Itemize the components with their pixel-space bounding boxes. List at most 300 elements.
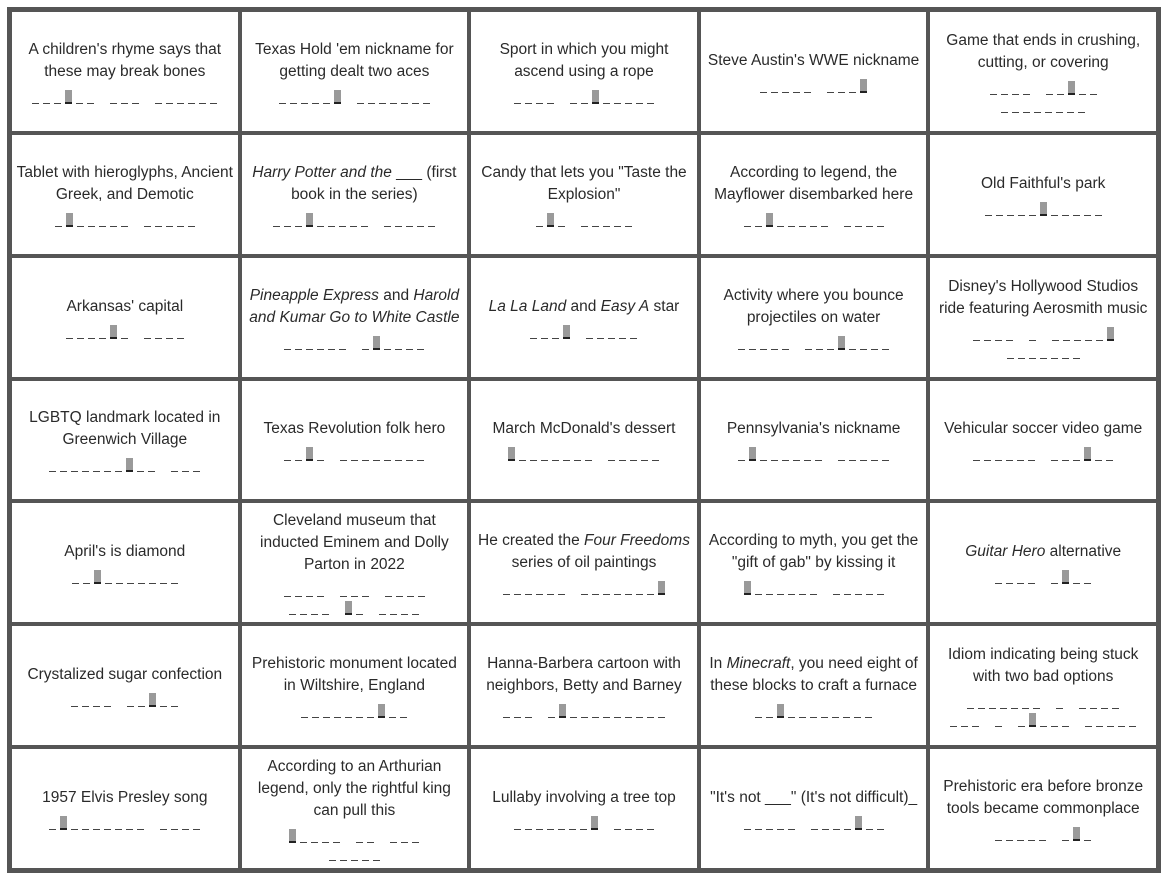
letter-slot[interactable] (155, 325, 162, 339)
letter-slot[interactable] (636, 581, 643, 595)
letter-slot[interactable] (88, 325, 95, 339)
letter-slot[interactable] (199, 90, 206, 104)
letter-slot[interactable] (401, 601, 408, 615)
letter-slot[interactable] (866, 816, 873, 830)
letter-slot[interactable] (328, 336, 335, 350)
letter-slot[interactable] (860, 447, 867, 461)
letter-slot[interactable] (782, 79, 789, 93)
answer-blanks[interactable] (987, 566, 1099, 584)
letter-slot[interactable] (630, 325, 637, 339)
highlighted-letter-slot[interactable] (777, 704, 784, 718)
clue-cell[interactable] (928, 256, 1158, 379)
letter-slot[interactable] (777, 213, 784, 227)
letter-slot[interactable] (877, 816, 884, 830)
answer-blanks[interactable] (736, 812, 892, 830)
letter-slot[interactable] (1118, 713, 1125, 727)
letter-slot[interactable] (570, 704, 577, 718)
letter-slot[interactable] (586, 325, 593, 339)
highlighted-letter-slot[interactable] (126, 458, 133, 472)
letter-slot[interactable] (406, 213, 413, 227)
answer-blanks[interactable] (730, 443, 897, 461)
letter-slot[interactable] (755, 581, 762, 595)
letter-slot[interactable] (396, 583, 403, 597)
letter-slot[interactable] (1006, 327, 1013, 341)
letter-slot[interactable] (647, 90, 654, 104)
letter-slot[interactable] (866, 581, 873, 595)
letter-slot[interactable] (766, 581, 773, 595)
letter-slot[interactable] (1000, 695, 1007, 709)
letter-slot[interactable] (771, 79, 778, 93)
letter-slot[interactable] (1106, 447, 1113, 461)
clue-cell[interactable] (928, 501, 1158, 624)
letter-slot[interactable] (367, 829, 374, 843)
answer-blanks[interactable] (495, 700, 673, 718)
clue-cell[interactable] (10, 133, 240, 256)
letter-slot[interactable] (273, 213, 280, 227)
answer-blanks[interactable] (730, 332, 897, 350)
letter-slot[interactable] (580, 816, 587, 830)
letter-slot[interactable] (137, 458, 144, 472)
letter-slot[interactable] (115, 816, 122, 830)
letter-slot[interactable] (1001, 81, 1008, 95)
letter-slot[interactable] (744, 213, 751, 227)
letter-slot[interactable] (384, 213, 391, 227)
letter-slot[interactable] (1062, 827, 1069, 841)
letter-slot[interactable] (865, 704, 872, 718)
letter-slot[interactable] (530, 447, 537, 461)
clue-cell[interactable] (10, 10, 240, 133)
letter-slot[interactable] (1017, 447, 1024, 461)
clue-cell[interactable] (240, 256, 470, 379)
letter-slot[interactable] (1006, 570, 1013, 584)
letter-slot[interactable] (844, 213, 851, 227)
letter-slot[interactable] (1085, 713, 1092, 727)
letter-slot[interactable] (1063, 327, 1070, 341)
letter-slot[interactable] (82, 816, 89, 830)
letter-slot[interactable] (1029, 345, 1036, 359)
letter-slot[interactable] (832, 704, 839, 718)
letter-slot[interactable] (619, 447, 626, 461)
letter-slot[interactable] (1034, 99, 1041, 113)
letter-slot[interactable] (760, 79, 767, 93)
letter-slot[interactable] (406, 336, 413, 350)
letter-slot[interactable] (603, 581, 610, 595)
letter-slot[interactable] (66, 325, 73, 339)
letter-slot[interactable] (362, 847, 369, 861)
letter-slot[interactable] (1023, 81, 1030, 95)
letter-slot[interactable] (766, 704, 773, 718)
letter-slot[interactable] (177, 325, 184, 339)
answer-blanks[interactable] (47, 209, 203, 227)
clue-cell[interactable] (10, 501, 240, 624)
letter-slot[interactable] (182, 816, 189, 830)
letter-slot[interactable] (995, 713, 1002, 727)
letter-slot[interactable] (171, 693, 178, 707)
letter-slot[interactable] (361, 213, 368, 227)
letter-slot[interactable] (1051, 202, 1058, 216)
letter-slot[interactable] (1012, 99, 1019, 113)
letter-slot[interactable] (317, 447, 324, 461)
letter-slot[interactable] (755, 704, 762, 718)
letter-slot[interactable] (799, 213, 806, 227)
letter-slot[interactable] (882, 447, 889, 461)
clue-cell[interactable] (469, 256, 699, 379)
letter-slot[interactable] (428, 213, 435, 227)
letter-slot[interactable] (1028, 827, 1035, 841)
answer-blanks[interactable] (977, 198, 1110, 216)
answer-blanks[interactable] (937, 323, 1149, 359)
letter-slot[interactable] (1062, 713, 1069, 727)
letter-slot[interactable] (356, 704, 363, 718)
answer-blanks[interactable] (747, 700, 880, 718)
letter-slot[interactable] (530, 325, 537, 339)
letter-slot[interactable] (950, 713, 957, 727)
letter-slot[interactable] (1085, 327, 1092, 341)
letter-slot[interactable] (1062, 447, 1069, 461)
answer-blanks[interactable] (41, 454, 208, 472)
letter-slot[interactable] (647, 704, 654, 718)
letter-slot[interactable] (385, 583, 392, 597)
letter-slot[interactable] (1067, 99, 1074, 113)
clue-cell[interactable] (240, 501, 470, 624)
letter-slot[interactable] (1012, 81, 1019, 95)
letter-slot[interactable] (32, 90, 39, 104)
letter-slot[interactable] (351, 847, 358, 861)
letter-slot[interactable] (1028, 570, 1035, 584)
highlighted-letter-slot[interactable] (1107, 327, 1114, 341)
letter-slot[interactable] (1023, 99, 1030, 113)
letter-slot[interactable] (972, 713, 979, 727)
letter-slot[interactable] (49, 458, 56, 472)
highlighted-letter-slot[interactable] (508, 447, 515, 461)
letter-slot[interactable] (838, 447, 845, 461)
letter-slot[interactable] (412, 601, 419, 615)
letter-slot[interactable] (121, 90, 128, 104)
letter-slot[interactable] (126, 816, 133, 830)
letter-slot[interactable] (755, 816, 762, 830)
letter-slot[interactable] (1096, 327, 1103, 341)
letter-slot[interactable] (77, 325, 84, 339)
letter-slot[interactable] (844, 816, 851, 830)
answer-blanks[interactable] (500, 443, 667, 461)
letter-slot[interactable] (417, 447, 424, 461)
answer-blanks[interactable] (522, 321, 645, 339)
letter-slot[interactable] (1022, 695, 1029, 709)
letter-slot[interactable] (1073, 570, 1080, 584)
letter-slot[interactable] (284, 583, 291, 597)
letter-slot[interactable] (777, 816, 784, 830)
letter-slot[interactable] (357, 90, 364, 104)
letter-slot[interactable] (603, 704, 610, 718)
letter-slot[interactable] (608, 325, 615, 339)
clue-cell[interactable] (928, 10, 1158, 133)
answer-blanks[interactable] (937, 77, 1149, 113)
letter-slot[interactable] (284, 213, 291, 227)
letter-slot[interactable] (182, 458, 189, 472)
letter-slot[interactable] (60, 458, 67, 472)
letter-slot[interactable] (284, 336, 291, 350)
highlighted-letter-slot[interactable] (345, 601, 352, 615)
letter-slot[interactable] (1052, 327, 1059, 341)
letter-slot[interactable] (1046, 81, 1053, 95)
letter-slot[interactable] (149, 570, 156, 584)
letter-slot[interactable] (608, 447, 615, 461)
letter-slot[interactable] (289, 601, 296, 615)
letter-slot[interactable] (793, 79, 800, 93)
letter-slot[interactable] (300, 601, 307, 615)
letter-slot[interactable] (760, 447, 767, 461)
answer-blanks[interactable] (293, 700, 415, 718)
highlighted-letter-slot[interactable] (334, 90, 341, 104)
letter-slot[interactable] (536, 213, 543, 227)
letter-slot[interactable] (406, 447, 413, 461)
answer-blanks[interactable] (64, 566, 186, 584)
answer-blanks[interactable] (248, 825, 460, 861)
letter-slot[interactable] (400, 704, 407, 718)
letter-slot[interactable] (804, 447, 811, 461)
clue-cell[interactable] (469, 624, 699, 747)
letter-slot[interactable] (1056, 695, 1063, 709)
letter-slot[interactable] (597, 325, 604, 339)
letter-slot[interactable] (1057, 81, 1064, 95)
letter-slot[interactable] (295, 447, 302, 461)
answer-blanks[interactable] (495, 577, 673, 595)
letter-slot[interactable] (603, 90, 610, 104)
letter-slot[interactable] (866, 213, 873, 227)
clue-cell[interactable] (699, 624, 929, 747)
letter-slot[interactable] (961, 713, 968, 727)
highlighted-letter-slot[interactable] (766, 213, 773, 227)
letter-slot[interactable] (210, 90, 217, 104)
letter-slot[interactable] (811, 816, 818, 830)
answer-blanks[interactable] (58, 321, 192, 339)
clue-cell[interactable] (10, 379, 240, 502)
letter-slot[interactable] (855, 581, 862, 595)
letter-slot[interactable] (989, 695, 996, 709)
letter-slot[interactable] (138, 570, 145, 584)
letter-slot[interactable] (514, 90, 521, 104)
letter-slot[interactable] (592, 213, 599, 227)
letter-slot[interactable] (833, 581, 840, 595)
answer-blanks[interactable] (276, 443, 432, 461)
letter-slot[interactable] (1040, 713, 1047, 727)
highlighted-letter-slot[interactable] (1068, 81, 1075, 95)
clue-cell[interactable] (10, 256, 240, 379)
letter-slot[interactable] (418, 583, 425, 597)
letter-slot[interactable] (843, 704, 850, 718)
letter-slot[interactable] (166, 325, 173, 339)
letter-slot[interactable] (350, 213, 357, 227)
letter-slot[interactable] (1062, 202, 1069, 216)
letter-slot[interactable] (625, 704, 632, 718)
highlighted-letter-slot[interactable] (1062, 570, 1069, 584)
letter-slot[interactable] (333, 829, 340, 843)
letter-slot[interactable] (525, 581, 532, 595)
letter-slot[interactable] (810, 704, 817, 718)
letter-slot[interactable] (552, 447, 559, 461)
letter-slot[interactable] (54, 90, 61, 104)
letter-slot[interactable] (827, 79, 834, 93)
letter-slot[interactable] (967, 695, 974, 709)
letter-slot[interactable] (121, 213, 128, 227)
letter-slot[interactable] (625, 581, 632, 595)
letter-slot[interactable] (749, 336, 756, 350)
clue-cell[interactable] (10, 747, 240, 870)
highlighted-letter-slot[interactable] (289, 829, 296, 843)
letter-slot[interactable] (810, 213, 817, 227)
letter-slot[interactable] (1062, 345, 1069, 359)
letter-slot[interactable] (755, 213, 762, 227)
letter-slot[interactable] (1017, 827, 1024, 841)
answer-blanks[interactable] (506, 812, 662, 830)
letter-slot[interactable] (412, 829, 419, 843)
letter-slot[interactable] (1018, 345, 1025, 359)
letter-slot[interactable] (384, 336, 391, 350)
highlighted-letter-slot[interactable] (1084, 447, 1091, 461)
letter-slot[interactable] (356, 601, 363, 615)
letter-slot[interactable] (1095, 447, 1102, 461)
letter-slot[interactable] (630, 447, 637, 461)
letter-slot[interactable] (788, 213, 795, 227)
letter-slot[interactable] (193, 816, 200, 830)
letter-slot[interactable] (171, 816, 178, 830)
letter-slot[interactable] (738, 447, 745, 461)
letter-slot[interactable] (973, 447, 980, 461)
answer-blanks[interactable] (63, 689, 186, 707)
letter-slot[interactable] (306, 336, 313, 350)
letter-slot[interactable] (849, 447, 856, 461)
letter-slot[interactable] (871, 336, 878, 350)
letter-slot[interactable] (614, 581, 621, 595)
highlighted-letter-slot[interactable] (744, 581, 751, 595)
letter-slot[interactable] (1073, 202, 1080, 216)
answer-blanks[interactable] (736, 209, 892, 227)
letter-slot[interactable] (1073, 345, 1080, 359)
letter-slot[interactable] (855, 213, 862, 227)
letter-slot[interactable] (744, 816, 751, 830)
letter-slot[interactable] (83, 570, 90, 584)
letter-slot[interactable] (389, 704, 396, 718)
letter-slot[interactable] (99, 213, 106, 227)
letter-slot[interactable] (519, 447, 526, 461)
letter-slot[interactable] (104, 693, 111, 707)
letter-slot[interactable] (311, 829, 318, 843)
letter-slot[interactable] (1006, 827, 1013, 841)
highlighted-letter-slot[interactable] (591, 816, 598, 830)
letter-slot[interactable] (323, 90, 330, 104)
letter-slot[interactable] (547, 90, 554, 104)
letter-slot[interactable] (328, 213, 335, 227)
letter-slot[interactable] (138, 693, 145, 707)
letter-slot[interactable] (614, 213, 621, 227)
letter-slot[interactable] (984, 447, 991, 461)
letter-slot[interactable] (1107, 713, 1114, 727)
highlighted-letter-slot[interactable] (547, 213, 554, 227)
letter-slot[interactable] (362, 583, 369, 597)
letter-slot[interactable] (525, 816, 532, 830)
letter-slot[interactable] (760, 336, 767, 350)
clue-cell[interactable] (469, 747, 699, 870)
highlighted-letter-slot[interactable] (65, 90, 72, 104)
letter-slot[interactable] (877, 213, 884, 227)
letter-slot[interactable] (1056, 99, 1063, 113)
highlighted-letter-slot[interactable] (855, 816, 862, 830)
letter-slot[interactable] (514, 704, 521, 718)
letter-slot[interactable] (295, 336, 302, 350)
letter-slot[interactable] (738, 336, 745, 350)
highlighted-letter-slot[interactable] (860, 79, 867, 93)
clue-cell[interactable] (928, 747, 1158, 870)
letter-slot[interactable] (799, 581, 806, 595)
letter-slot[interactable] (312, 704, 319, 718)
letter-slot[interactable] (990, 81, 997, 95)
highlighted-letter-slot[interactable] (378, 704, 385, 718)
letter-slot[interactable] (995, 827, 1002, 841)
letter-slot[interactable] (625, 816, 632, 830)
letter-slot[interactable] (76, 90, 83, 104)
letter-slot[interactable] (799, 704, 806, 718)
letter-slot[interactable] (1045, 99, 1052, 113)
clue-cell[interactable] (469, 133, 699, 256)
letter-slot[interactable] (525, 90, 532, 104)
letter-slot[interactable] (395, 336, 402, 350)
letter-slot[interactable] (340, 847, 347, 861)
answer-blanks[interactable] (276, 332, 432, 350)
letter-slot[interactable] (1101, 695, 1108, 709)
letter-slot[interactable] (127, 693, 134, 707)
letter-slot[interactable] (104, 816, 111, 830)
letter-slot[interactable] (317, 583, 324, 597)
letter-slot[interactable] (137, 816, 144, 830)
letter-slot[interactable] (503, 581, 510, 595)
letter-slot[interactable] (82, 693, 89, 707)
clue-cell[interactable] (699, 747, 929, 870)
clue-cell[interactable] (699, 10, 929, 133)
letter-slot[interactable] (548, 704, 555, 718)
letter-slot[interactable] (536, 816, 543, 830)
clue-cell[interactable] (240, 624, 470, 747)
letter-slot[interactable] (793, 447, 800, 461)
letter-slot[interactable] (995, 327, 1002, 341)
letter-slot[interactable] (1079, 695, 1086, 709)
letter-slot[interactable] (984, 327, 991, 341)
letter-slot[interactable] (552, 325, 559, 339)
letter-slot[interactable] (995, 447, 1002, 461)
letter-slot[interactable] (877, 581, 884, 595)
highlighted-letter-slot[interactable] (658, 581, 665, 595)
letter-slot[interactable] (105, 570, 112, 584)
letter-slot[interactable] (871, 447, 878, 461)
letter-slot[interactable] (132, 90, 139, 104)
highlighted-letter-slot[interactable] (66, 213, 73, 227)
letter-slot[interactable] (827, 336, 834, 350)
letter-slot[interactable] (849, 79, 856, 93)
letter-slot[interactable] (514, 581, 521, 595)
letter-slot[interactable] (788, 816, 795, 830)
letter-slot[interactable] (322, 829, 329, 843)
letter-slot[interactable] (1051, 345, 1058, 359)
highlighted-letter-slot[interactable] (306, 213, 313, 227)
letter-slot[interactable] (279, 90, 286, 104)
letter-slot[interactable] (390, 90, 397, 104)
letter-slot[interactable] (362, 447, 369, 461)
letter-slot[interactable] (1051, 570, 1058, 584)
letter-slot[interactable] (367, 704, 374, 718)
letter-slot[interactable] (547, 816, 554, 830)
clue-cell[interactable] (469, 379, 699, 502)
letter-slot[interactable] (614, 90, 621, 104)
letter-slot[interactable] (1040, 345, 1047, 359)
